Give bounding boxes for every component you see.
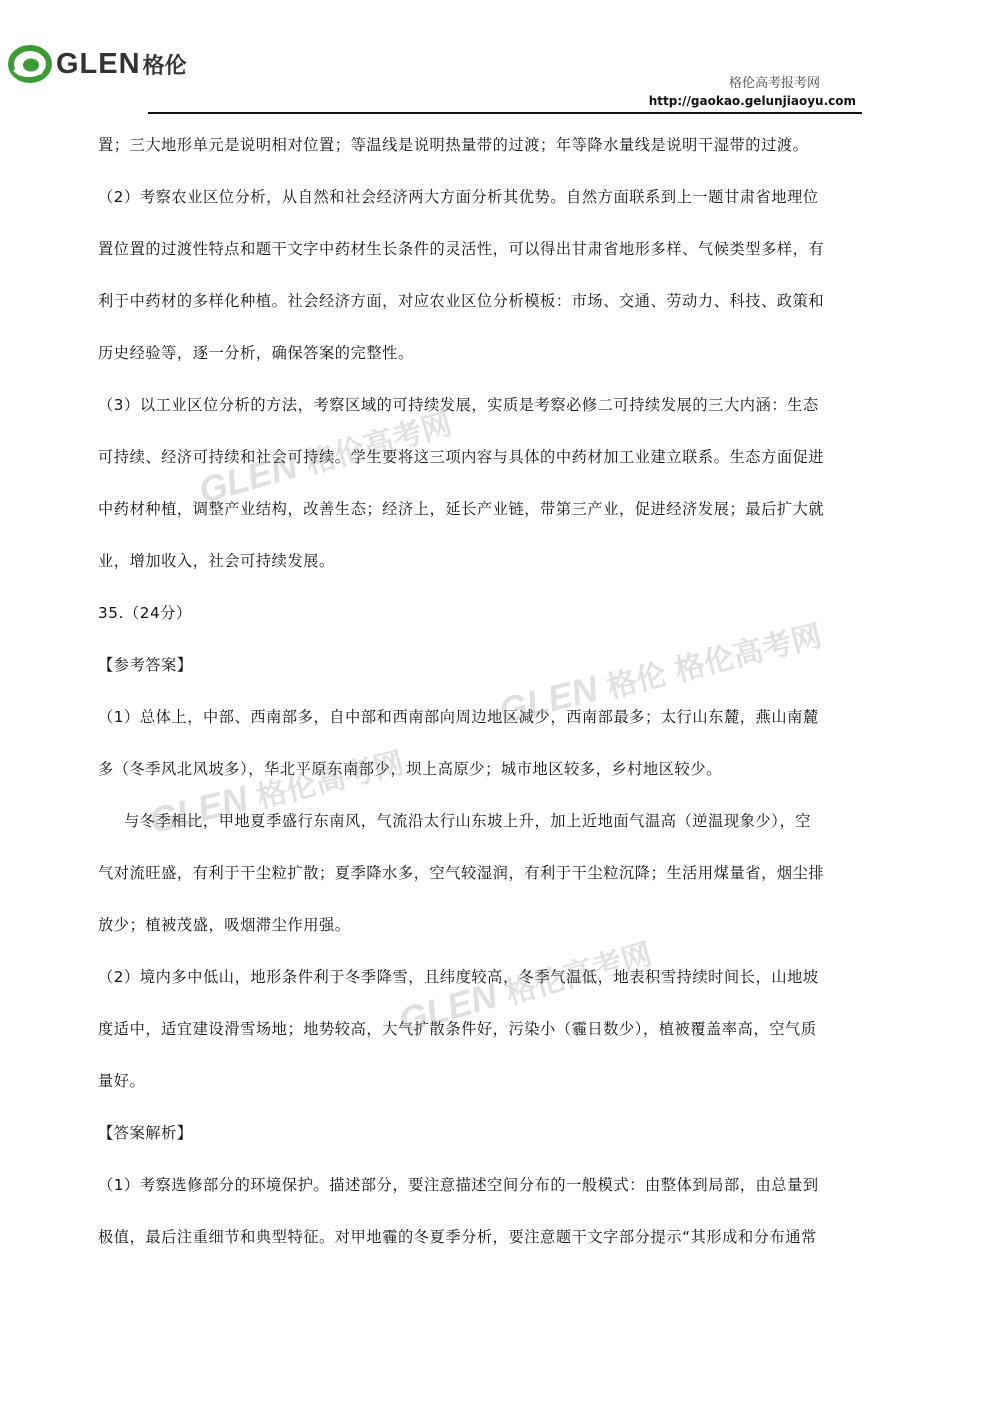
text-line: 历史经验等，逐一分析，确保答案的完整性。 [98, 344, 414, 362]
text-line: 与冬季相比，甲地夏季盛行东南风，气流沿太行山东坡上升，加上近地面气温高（逆温现象少），空 [124, 812, 812, 830]
text-line: 气对流旺盛，有利于干尘粒扩散；夏季降水多，空气较湿润，有利于干尘粒沉降；生活用煤量省，烟尘排 [98, 864, 825, 882]
text-line: 放少；植被茂盛，吸烟滞尘作用强。 [98, 916, 351, 934]
header-rule [148, 112, 862, 114]
text-line: 度适中，适宜建设滑雪场地；地势较高，大气扩散条件好，污染小（霾日数少），植被覆盖率高，空气质 [98, 1020, 817, 1038]
text-line: 业，增加收入，社会可持续发展。 [98, 552, 335, 570]
site-name: 格伦高考报考网 [728, 76, 820, 91]
watermark: GLEN 格伦高考网 [394, 936, 656, 1042]
question-number: 35.（24分） [98, 604, 192, 622]
text-line: （2）考察农业区位分析，从自然和社会经济两大方面分析其优势。自然方面联系到上一题甘肃省地理位 [98, 188, 819, 206]
text-line: 置位置的过渡性特点和题干文字中药材生长条件的灵活性，可以得出甘肃省地形多样、气候类型多样，有 [98, 240, 825, 258]
section-heading-answer: 【参考答案】 [98, 656, 193, 674]
logo-chinese: 格伦 [142, 53, 187, 79]
text-line: 极值，最后注重细节和典型特征。对甲地霾的冬夏季分析，要注意题干文字部分提示“其形成和分布通常 [98, 1228, 817, 1246]
logo-text: GLEN [56, 47, 141, 80]
watermark: GLEN 格伦高考网 [194, 406, 456, 512]
site-url[interactable]: http://gaokao.gelunjiaoyu.com [648, 94, 856, 108]
watermark: GLEN 格伦 格伦高考网 [494, 618, 826, 732]
text-line: 利于中药材的多样化种植。社会经济方面，对应农业区位分析模板：市场、交通、劳动力、科技、政策和 [98, 292, 825, 310]
text-line: （1）总体上，中部、西南部多，自中部和西南部向周边地区减少，西南部最多；太行山东麓，燕山南麓 [98, 708, 819, 726]
section-heading-analysis: 【答案解析】 [98, 1124, 193, 1142]
text-line: （2）境内多中低山，地形条件利于冬季降雪，且纬度较高，冬季气温低，地表积雪持续时间长，山地坡 [98, 968, 819, 986]
document-body [98, 128, 898, 1272]
page-header [0, 0, 992, 120]
text-line: 置；三大地形单元是说明相对位置；等温线是说明热量带的过渡；年等降水量线是说明干湿带的过渡。 [98, 136, 809, 154]
text-line: （1）考察选修部分的环境保护。描述部分，要注意描述空间分布的一般模式：由整体到局部，由总量到 [98, 1176, 819, 1194]
glen-swirl-icon [8, 44, 52, 84]
text-line: （3）以工业区位分析的方法，考察区域的可持续发展，实质是考察必修二可持续发展的三大内涵：生态 [98, 396, 819, 414]
text-line: 中药材种植，调整产业结构，改善生态；经济上，延长产业链，带第三产业，促进经济发展；最后扩大就 [98, 500, 825, 518]
text-line: 可持续、经济可持续和社会可持续。学生要将这三项内容与具体的中药材加工业建立联系。生态方面促进 [98, 448, 825, 466]
text-line: 量好。 [98, 1072, 146, 1090]
glen-logo [8, 44, 187, 84]
text-line: 多（冬季风北风坡多），华北平原东南部少，坝上高原少；城市地区较多，乡村地区较少。 [98, 760, 722, 778]
watermark: GLEN 格伦高考网 [144, 745, 408, 842]
